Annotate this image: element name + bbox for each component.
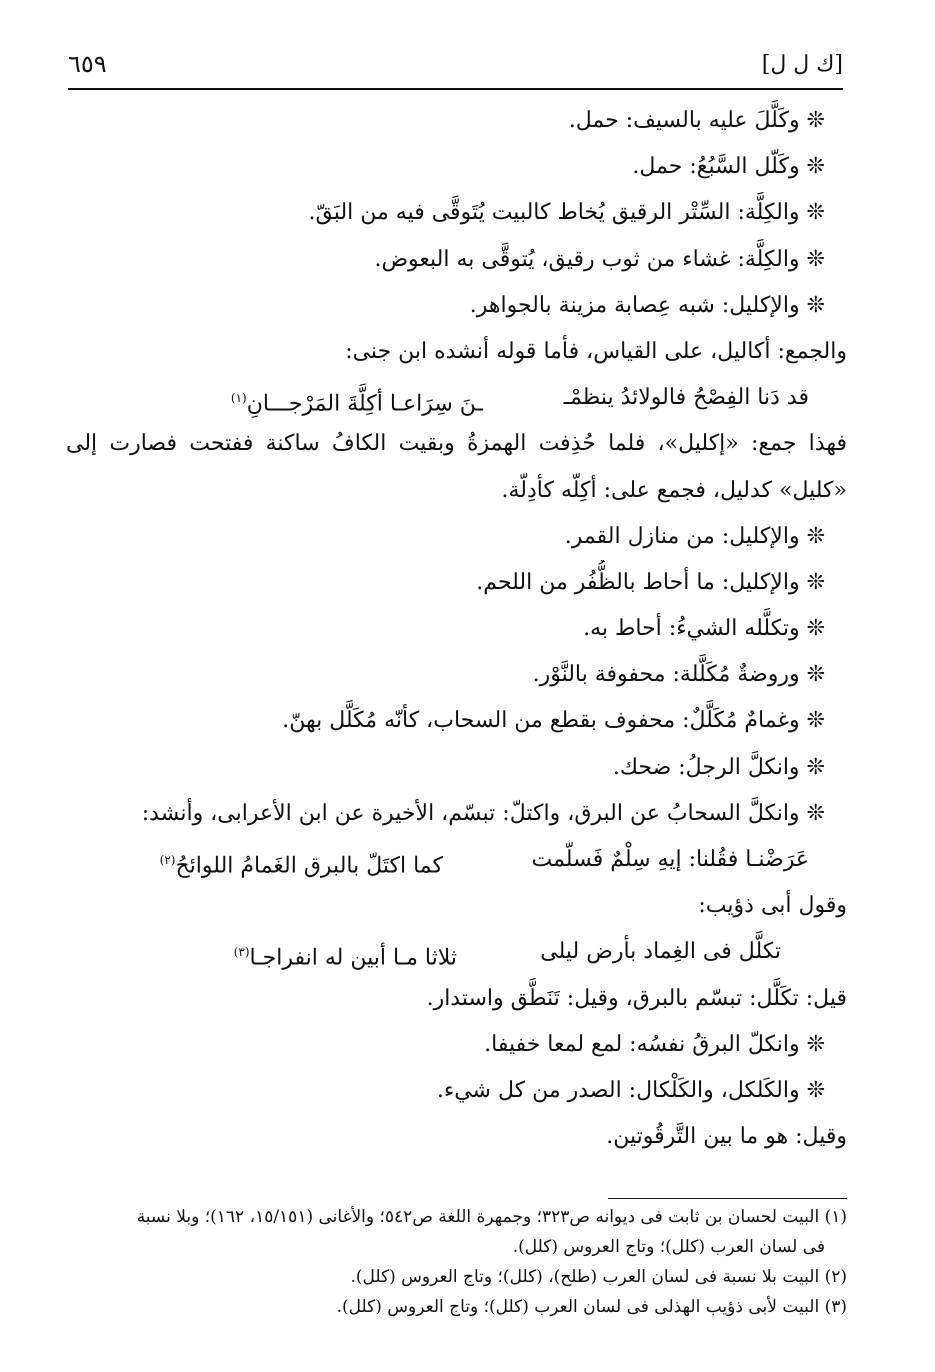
text-line: ❊ وروضةٌ مُكَلَّلة: محفوفة بالنَّوْر. xyxy=(532,662,825,688)
verse-first-hemistich: عَرَضْنـا فقُلنا: إيهِ سِلْمٌ فَسلّمت xyxy=(531,847,809,872)
page-number: ٦٥٩ xyxy=(68,50,107,78)
footnote: (٣) البيت لأبى ذؤيب الهذلى فى لسان العرب (كلل)؛ وتاج العروس (كلل). xyxy=(336,1297,847,1317)
verse-second-text: ثلاثا مـا أبين له انفراجـا xyxy=(249,945,457,971)
footnotes xyxy=(72,1202,847,1322)
verse-second-hemistich xyxy=(231,375,483,428)
text-line: فهذا جمع: «إكليل»، فلما حُذِفت الهمزةُ وبقيت الكافُ ساكنة ففتحت فصارت إلى xyxy=(66,431,847,457)
verse xyxy=(66,837,847,883)
text-line: وقول أبى ذؤيب: xyxy=(698,893,847,919)
text-line: ❊ والإكليل: ما أحاط بالظُّفُر من اللحم. xyxy=(476,569,825,595)
text-line: ❊ والإكليل: من منازل القمر. xyxy=(564,523,825,549)
text-line: ❊ وتكلَّله الشيءُ: أحاط به. xyxy=(583,616,825,642)
text-line: ❊ وغمامٌ مُكَلَّلٌ: محفوف بقطع من السحاب، كأنّه مُكَلَّل بهنّ. xyxy=(282,708,825,734)
footnote-marker: (١) xyxy=(230,391,247,406)
text-line: ❊ وانكلَّ السحابُ عن البرق، واكتلّ: تبسّم، الأخيرة عن ابن الأعرابى، وأنشد: xyxy=(141,800,825,826)
verse-second-text: ـنَ سِرَاعـا أكِلَّةَ المَرْجـــانِ xyxy=(246,391,483,417)
verse xyxy=(66,929,847,975)
verse-second-hemistich xyxy=(234,929,457,982)
running-head: [ك ل ل] xyxy=(761,52,843,77)
text-line: ❊ والكِلَّة: السِّتْر الرقيق يُخاط كالبيت يُتَوقَّى فيه من البَقّ. xyxy=(308,200,825,226)
footnote: (١) البيت لحسان بن ثابت فى ديوانه ص٣٢٣؛ وجمهرة اللغة ص٥٤٢؛ والأغانى (١٥/١٥١، ١٦٢)؛ وبلا نسبة xyxy=(136,1207,847,1227)
footnote-marker: (٣) xyxy=(233,945,250,960)
text-line: والجمع: أكاليل، على القياس، فأما قوله أنشده ابن جنى: xyxy=(345,338,847,364)
text-line: ❊ والكِلَّة: غشاء من ثوب رقيق، يُتوقَّى به البعوض. xyxy=(374,246,825,272)
footnote: (٢) البيت بلا نسبة فى لسان العرب (طلح)، (كلل)؛ وتاج العروس (كلل). xyxy=(350,1267,847,1287)
verse-second-text: كما اكتَلّ بالبرق الغَمامُ اللوائحُ xyxy=(175,853,443,879)
text-line: ❊ وكَلّل السَّبُعُ: حمل. xyxy=(632,154,825,180)
text-line: ❊ والإكليل: شبه عِصابة مزينة بالجواهر. xyxy=(469,292,825,318)
entry-text xyxy=(66,98,847,1160)
page-header xyxy=(68,46,843,86)
text-line: قيل: تكَلَّل: تبسّم بالبرق، وقيل: تَنَطَّق واستدار. xyxy=(426,985,847,1011)
footnote-marker: (٢) xyxy=(159,853,176,867)
verse xyxy=(66,375,847,421)
text-line: «كليل» كدليل، فجمع على: أكِلّه كأدِلّة. xyxy=(501,477,847,503)
footnote-continuation: فى لسان العرب (كلل)؛ وتاج العروس (كلل). xyxy=(512,1237,825,1257)
text-line: وقيل: هو ما بين التَّرقُوتين. xyxy=(606,1124,847,1150)
text-line: ❊ وانكلَّ الرجلُ: ضحك. xyxy=(612,754,825,780)
footnote-rule xyxy=(608,1198,847,1199)
text-line: ❊ والكَلكل، والكَلْكال: الصدر من كل شيء. xyxy=(436,1077,825,1103)
verse-second-hemistich xyxy=(160,837,443,890)
text-line: ❊ وانكلّ البرقُ نفسُه: لمع لمعا خفيفا. xyxy=(484,1031,825,1057)
verse-first-hemistich: قد دَنا الفِصْحُ فالولائدُ ينظمْـ xyxy=(563,385,809,411)
verse-first-hemistich: تكلَّل فى الغِماد بأرض ليلى xyxy=(540,939,781,965)
header-rule xyxy=(68,88,843,90)
text-line: ❊ وكَلَّلَ عليه بالسيف: حمل. xyxy=(568,108,825,133)
